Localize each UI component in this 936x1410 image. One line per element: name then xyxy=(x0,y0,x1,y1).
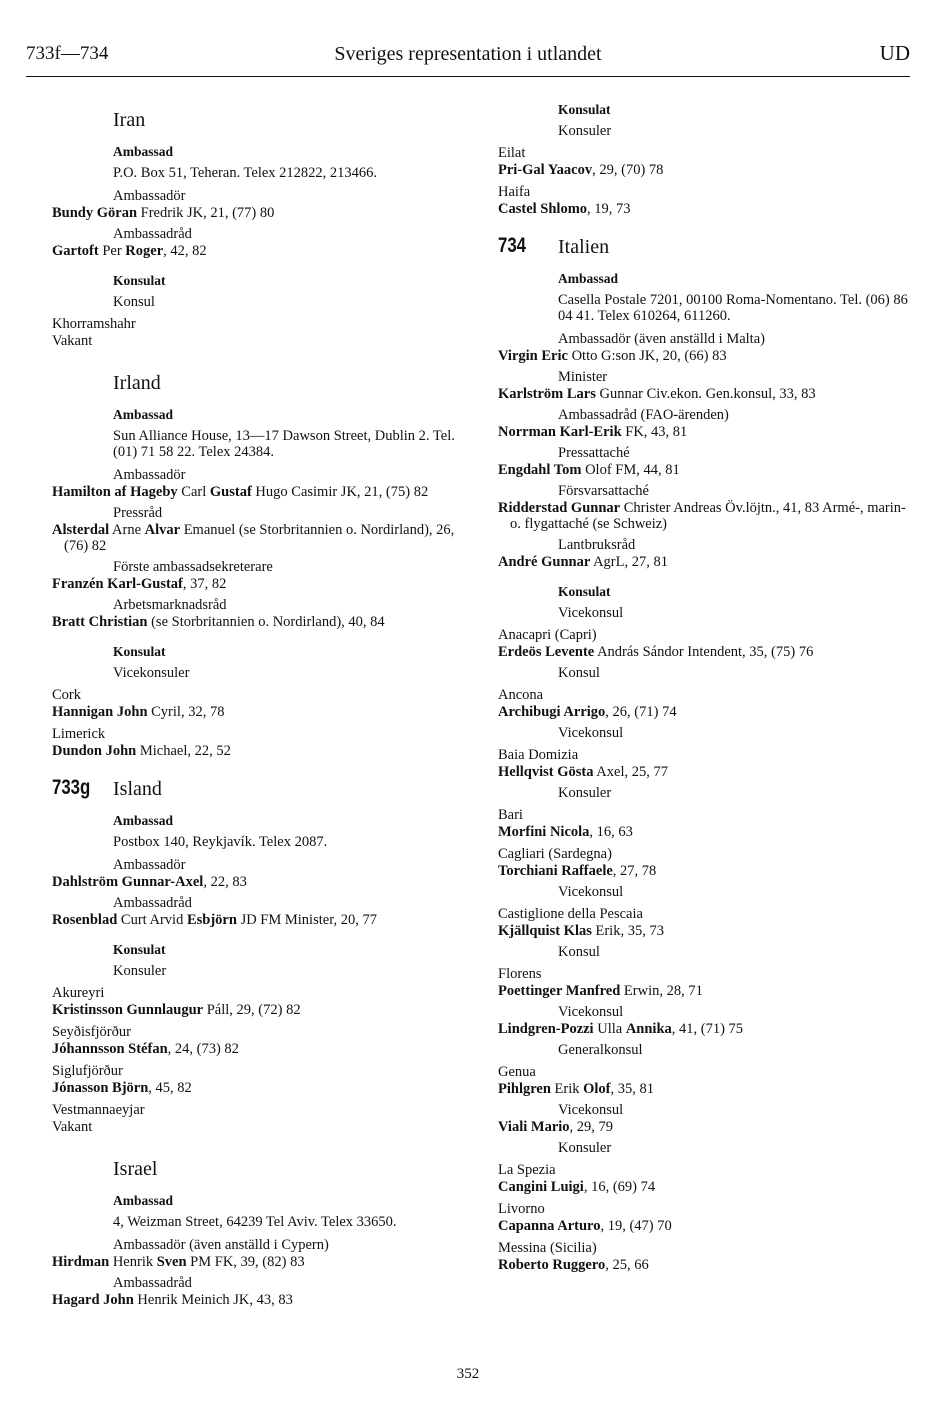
place-name: Baia Domizia xyxy=(498,747,579,763)
country-heading-italien xyxy=(498,233,912,259)
person-entry: Viali Mario, 29, 79 xyxy=(498,1119,614,1135)
page-range: 733f—734 xyxy=(26,43,109,64)
person-entry: Morfini Nicola, 16, 63 xyxy=(498,824,633,840)
role-title: Vicekonsul xyxy=(558,725,624,741)
place-name: Siglufjörður xyxy=(52,1063,123,1079)
role-title: Ambassadråd xyxy=(113,1275,192,1291)
role-title: Pressattaché xyxy=(558,445,630,461)
role-title: Ambassadör (även anställd i Malta) xyxy=(558,331,765,347)
place-name: Cork xyxy=(52,687,81,703)
role-title: Förste ambassadsekreterare xyxy=(113,559,273,575)
role-title: Minister xyxy=(558,369,608,385)
place-name: Ancona xyxy=(498,687,544,703)
section-ambassad: Ambassad xyxy=(113,407,174,422)
place-name: La Spezia xyxy=(498,1162,556,1178)
person-entry: Alsterdal Arne Alvar Emanuel (se Storbritannien o. Nordirland), 26, (76) 82 xyxy=(52,522,455,554)
person-entry: Vakant xyxy=(52,333,93,349)
person-entry: Cangini Luigi, 16, (69) 74 xyxy=(498,1179,656,1195)
person-entry: Capanna Arturo, 19, (47) 70 xyxy=(498,1218,672,1234)
role-title: Konsuler xyxy=(558,1140,612,1156)
address: Casella Postale 7201, 00100 Roma-Nomentano. Tel. (06) 86 04 41. Telex 610264, 611260. xyxy=(558,292,908,324)
role-title: Vicekonsul xyxy=(558,605,624,621)
person-entry: Castel Shlomo, 19, 73 xyxy=(498,201,631,217)
role-title: Vicekonsul xyxy=(558,1004,624,1020)
person-entry: Pihlgren Erik Olof, 35, 81 xyxy=(498,1081,655,1097)
country-heading-israel xyxy=(52,1155,470,1181)
person-entry: Jóhannsson Stéfan, 24, (73) 82 xyxy=(52,1041,239,1057)
person-entry: Vakant xyxy=(52,1119,93,1135)
country-heading-irland xyxy=(52,369,470,395)
section-konsulat: Konsulat xyxy=(113,273,166,288)
right-column xyxy=(498,102,912,1274)
person-entry: Rosenblad Curt Arvid Esbjörn JD FM Minister, 20, 77 xyxy=(52,912,377,928)
person-entry: Virgin Eric Otto G:son JK, 20, (66) 83 xyxy=(498,348,727,364)
country-name: Island xyxy=(113,778,162,800)
person-entry: Erdeös Levente András Sándor Intendent, 35, (75) 76 xyxy=(498,644,814,660)
country-heading-island xyxy=(52,775,470,801)
role-title: Pressråd xyxy=(113,505,163,521)
place-name: Haifa xyxy=(498,184,531,200)
person-entry: Jónasson Björn, 45, 82 xyxy=(52,1080,192,1096)
country-heading-iran xyxy=(52,106,470,132)
place-name: Eilat xyxy=(498,145,526,161)
person-entry: Engdahl Tom Olof FM, 44, 81 xyxy=(498,462,680,478)
role-title: Konsuler xyxy=(558,123,612,139)
section-ambassad: Ambassad xyxy=(113,144,174,159)
person-entry: Hamilton af Hageby Carl Gustaf Hugo Casimir JK, 21, (75) 82 xyxy=(52,484,429,500)
page-number: 352 xyxy=(456,1366,480,1382)
person-entry: Kristinsson Gunnlaugur Páll, 29, (72) 82 xyxy=(52,1002,301,1018)
person-entry: Franzén Karl-Gustaf, 37, 82 xyxy=(52,576,227,592)
header-rule xyxy=(26,76,910,77)
person-entry: Roberto Ruggero, 25, 66 xyxy=(498,1257,649,1273)
place-name: Seyðisfjörður xyxy=(52,1024,131,1040)
person-entry: André Gunnar AgrL, 27, 81 xyxy=(498,554,668,570)
person-entry: Hirdman Henrik Sven PM FK, 39, (82) 83 xyxy=(52,1254,305,1270)
person-entry: Archibugi Arrigo, 26, (71) 74 xyxy=(498,704,677,720)
page-header xyxy=(0,0,936,80)
person-entry: Hannigan John Cyril, 32, 78 xyxy=(52,704,225,720)
place-name: Anacapri (Capri) xyxy=(498,627,597,643)
role-title: Försvarsattaché xyxy=(558,483,649,499)
role-title: Konsul xyxy=(113,294,155,310)
place-name: Livorno xyxy=(498,1201,545,1217)
person-entry: Dundon John Michael, 22, 52 xyxy=(52,743,231,759)
role-title: Ambassadråd (FAO-ärenden) xyxy=(558,407,729,423)
role-title: Konsul xyxy=(558,665,600,681)
section-ambassad: Ambassad xyxy=(558,271,619,286)
section-ambassad: Ambassad xyxy=(113,1193,174,1208)
section-number: 734 xyxy=(498,234,527,257)
person-entry: Bundy Göran Fredrik JK, 21, (77) 80 xyxy=(52,205,275,221)
place-name: Cagliari (Sardegna) xyxy=(498,846,612,862)
person-entry: Karlström Lars Gunnar Civ.ekon. Gen.konsul, 33, 83 xyxy=(498,386,816,402)
place-name: Genua xyxy=(498,1064,536,1080)
address: Postbox 140, Reykjavík. Telex 2087. xyxy=(113,834,328,850)
role-title: Konsul xyxy=(558,944,600,960)
country-name: Irland xyxy=(113,372,161,394)
section-ambassad: Ambassad xyxy=(113,813,174,828)
section-mark: UD xyxy=(879,41,910,65)
role-title: Ambassadör xyxy=(113,467,186,483)
person-entry: Torchiani Raffaele, 27, 78 xyxy=(498,863,657,879)
person-entry: Bratt Christian (se Storbritannien o. Nordirland), 40, 84 xyxy=(52,614,385,630)
section-konsulat: Konsulat xyxy=(113,942,166,957)
role-title: Lantbruksråd xyxy=(558,537,636,553)
running-title: Sveriges representation i utlandet xyxy=(334,43,602,65)
country-name: Italien xyxy=(558,236,610,258)
left-column xyxy=(52,106,470,1309)
place-name: Akureyri xyxy=(52,985,105,1001)
section-number: 733g xyxy=(52,776,91,799)
role-title: Ambassadråd xyxy=(113,895,192,911)
country-name: Iran xyxy=(113,109,146,131)
section-konsulat: Konsulat xyxy=(558,584,611,599)
section-konsulat: Konsulat xyxy=(558,102,611,117)
person-entry: Norrman Karl-Erik FK, 43, 81 xyxy=(498,424,688,440)
section-konsulat: Konsulat xyxy=(113,644,166,659)
place-name: Messina (Sicilia) xyxy=(498,1240,597,1256)
address: P.O. Box 51, Teheran. Telex 212822, 213466. xyxy=(113,165,378,181)
place-name: Bari xyxy=(498,807,523,823)
role-title: Ambassadör xyxy=(113,188,186,204)
address: Sun Alliance House, 13—17 Dawson Street, Dublin 2. Tel. (01) 71 58 22. Telex 24384. xyxy=(113,428,455,460)
role-title: Vicekonsul xyxy=(558,884,624,900)
role-title: Konsuler xyxy=(113,963,167,979)
address: 4, Weizman Street, 64239 Tel Aviv. Telex 33650. xyxy=(113,1214,397,1230)
place-name: Florens xyxy=(498,966,542,982)
role-title: Vicekonsuler xyxy=(113,665,190,681)
person-entry: Pri-Gal Yaacov, 29, (70) 78 xyxy=(498,162,664,178)
person-entry: Dahlström Gunnar-Axel, 22, 83 xyxy=(52,874,247,890)
place-name: Castiglione della Pescaia xyxy=(498,906,643,922)
country-name: Israel xyxy=(113,1158,158,1180)
role-title: Vicekonsul xyxy=(558,1102,624,1118)
person-entry: Ridderstad Gunnar Christer Andreas Öv.löjtn., 41, 83 Armé-, marin- o. flygattaché (se Schweiz) xyxy=(498,500,906,532)
place-name: Limerick xyxy=(52,726,106,742)
person-entry: Kjällquist Klas Erik, 35, 73 xyxy=(498,923,664,939)
person-entry: Hagard John Henrik Meinich JK, 43, 83 xyxy=(52,1292,293,1308)
role-title: Ambassadör xyxy=(113,857,186,873)
role-title: Konsuler xyxy=(558,785,612,801)
place-name: Khorramshahr xyxy=(52,316,136,332)
role-title: Arbetsmarknadsråd xyxy=(113,597,227,613)
person-entry: Lindgren-Pozzi Ulla Annika, 41, (71) 75 xyxy=(498,1021,744,1037)
role-title: Generalkonsul xyxy=(558,1042,643,1058)
role-title: Ambassadör (även anställd i Cypern) xyxy=(113,1237,329,1253)
role-title: Ambassadråd xyxy=(113,226,192,242)
person-entry: Poettinger Manfred Erwin, 28, 71 xyxy=(498,983,703,999)
place-name: Vestmannaeyjar xyxy=(52,1102,145,1118)
person-entry: Hellqvist Gösta Axel, 25, 77 xyxy=(498,764,668,780)
person-entry: Gartoft Per Roger, 42, 82 xyxy=(52,243,207,259)
